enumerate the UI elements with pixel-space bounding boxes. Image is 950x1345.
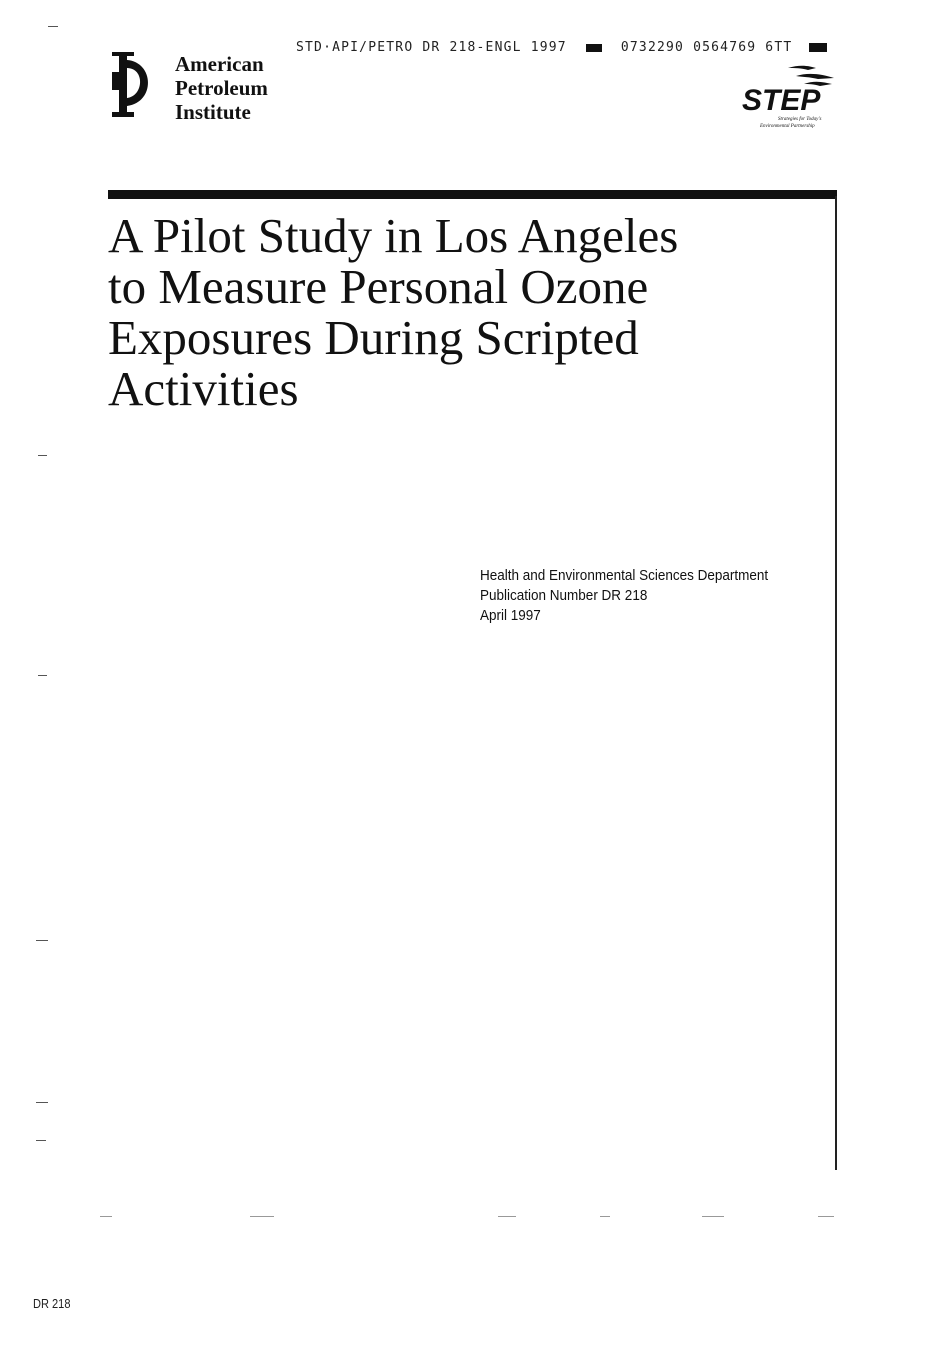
scan-mark (36, 1102, 48, 1103)
scan-mark (36, 1140, 46, 1141)
right-margin-rule (835, 196, 837, 1170)
department-name: Health and Environmental Sciences Department (480, 567, 769, 584)
step-tagline-1: Strategies for Today's (778, 117, 822, 122)
title-line: Exposures During Scripted (108, 310, 639, 365)
scan-mark (48, 26, 58, 27)
redaction-block (586, 44, 602, 52)
publication-number: Publication Number DR 218 (480, 587, 648, 604)
api-name-line: Petroleum (175, 76, 268, 100)
scan-mark (100, 1216, 112, 1217)
footer-document-code: DR 218 (33, 1296, 71, 1311)
title-rule (108, 190, 837, 199)
document-numbers: 0732290 0564769 6TT (620, 40, 793, 55)
api-organization-name (175, 52, 268, 124)
scan-mark (600, 1216, 610, 1217)
publication-date: April 1997 (480, 607, 541, 624)
title-line: to Measure Personal Ozone (108, 259, 649, 314)
redaction-block (809, 43, 827, 52)
document-code: STD·API/PETRO DR 218-ENGL 1997 (296, 40, 567, 55)
title-line: Activities (108, 361, 299, 416)
api-name-line: American (175, 52, 264, 76)
document-title (108, 210, 828, 414)
step-logo-icon (738, 62, 838, 134)
scan-mark (498, 1216, 516, 1217)
title-line: A Pilot Study in Los Angeles (108, 208, 679, 263)
api-logo-icon (108, 50, 160, 120)
scan-mark (38, 455, 47, 456)
step-wordmark: STEP (742, 84, 821, 117)
scan-mark (36, 940, 48, 941)
scan-mark (818, 1216, 834, 1217)
publication-info (480, 566, 768, 626)
api-name-line: Institute (175, 100, 251, 124)
scan-mark (702, 1216, 724, 1217)
scan-mark (250, 1216, 274, 1217)
document-code-stamp (296, 40, 827, 55)
scan-mark (38, 675, 47, 676)
step-tagline-2: Environmental Partnership (760, 124, 815, 129)
